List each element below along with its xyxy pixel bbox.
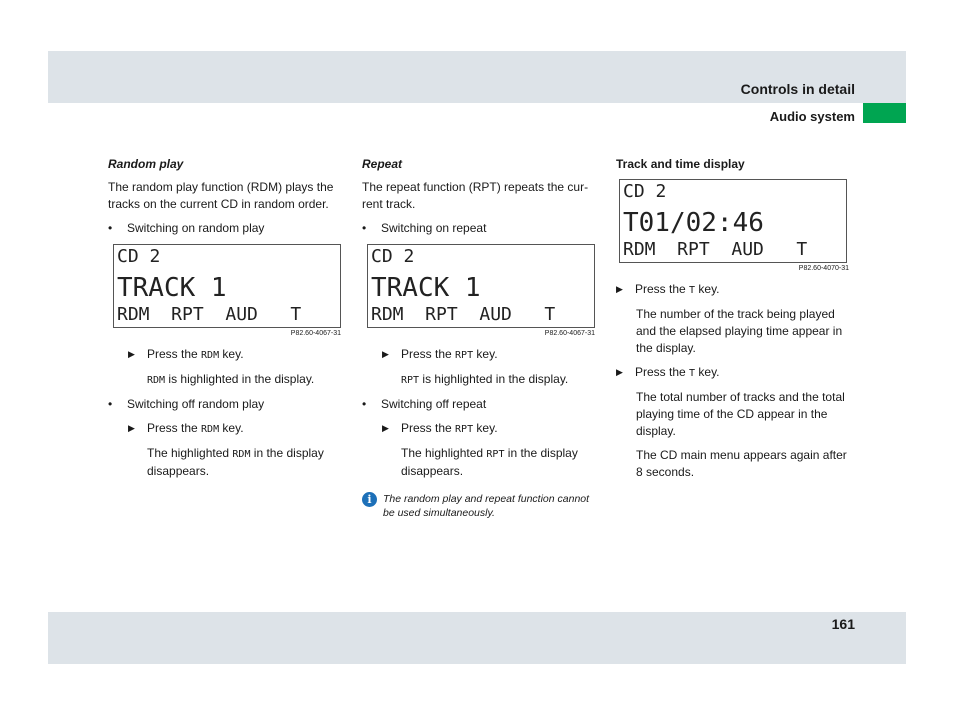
lcd-line-1: CD 2 [117,246,161,267]
step-text-pre: Press the [635,365,690,379]
lcd-line-3: RDM RPT AUD T [371,304,556,325]
lcd-line-2: TRACK 1 [371,273,481,303]
key-label: RDM [201,350,220,361]
step-arrow-icon: ▶ [382,423,389,433]
step-text-post: key. [219,347,244,361]
info-note [362,492,602,520]
result-text-pre: The highlighted [401,446,487,460]
bullet-item [108,220,348,237]
repeat-intro: The repeat function (RPT) repeats the cur-rent track. [362,180,589,211]
key-label: T [689,368,696,379]
bullet-dot-icon: • [362,221,367,235]
page-number: 161 [831,616,855,632]
bullet-dot-icon: • [362,397,367,411]
figure-caption: P82.60-4070-31 [798,265,849,272]
step-item [616,281,856,299]
key-label: T [689,285,696,296]
info-icon: i [362,492,377,507]
step-text-post: key. [473,347,498,361]
step-arrow-icon: ▶ [382,349,389,359]
lcd-line-3: RDM RPT AUD T [623,239,808,260]
key-label: RDM [201,424,220,435]
step-result: The number of the track being played and the elapsed playing time appear in the display. [636,307,843,355]
step-text-post: key. [473,421,498,435]
step-item [382,420,602,438]
step-text-pre: Press the [635,282,690,296]
key-label: RPT [455,424,474,435]
lcd-display [367,244,595,328]
bullet-text: Switching off repeat [381,397,487,411]
result-text: is highlighted in the display. [165,372,315,386]
column-random-play [108,156,348,487]
info-note-text: The random play and repeat function cannot be used simultaneously. [383,493,590,519]
footer-band [48,612,906,664]
lcd-display [619,179,847,263]
chapter-title: Controls in detail [740,81,855,97]
lcd-line-2: TRACK 1 [117,273,227,303]
bullet-text: Switching on random play [127,221,265,235]
step-arrow-icon: ▶ [128,349,135,359]
track-time-heading: Track and time display [616,157,745,171]
step-arrow-icon: ▶ [616,284,623,294]
step-text-post: key. [695,365,720,379]
result-text: in the display disappears. [147,446,324,478]
step-text [147,346,244,364]
step-result [401,371,602,389]
step-text [635,281,720,299]
bullet-item [362,396,602,413]
key-label: RPT [455,350,474,361]
result-text-pre: The highlighted [147,446,233,460]
lcd-line-2: T01/02:46 [623,208,764,238]
bullet-dot-icon: • [108,397,113,411]
step-text [401,420,498,438]
step-text-post: key. [695,282,720,296]
lcd-line-3: RDM RPT AUD T [117,304,302,325]
step-arrow-icon: ▶ [616,367,623,377]
bullet-item [108,396,348,413]
step-text-pre: Press the [401,421,456,435]
random-play-intro: The random play function (RDM) plays the tracks on the current CD in random order. [108,180,334,211]
step-result [147,445,348,480]
figure-caption: P82.60-4067-31 [544,330,595,337]
key-label: RDM [232,449,251,460]
key-label: RPT [486,449,505,460]
column-track-time [616,156,856,488]
step-text [147,420,244,438]
step-result [147,371,348,389]
column-repeat [362,156,602,520]
step-text [635,364,720,382]
step-arrow-icon: ▶ [128,423,135,433]
section-tab-marker [863,103,906,123]
result-text: is highlighted in the display. [419,372,569,386]
lcd-line-1: CD 2 [623,181,667,202]
repeat-heading: Repeat [362,157,403,171]
step-item [128,346,348,364]
step-item [382,346,602,364]
bullet-text: Switching off random play [127,397,265,411]
random-play-heading: Random play [108,157,184,171]
step-text-pre: Press the [147,421,202,435]
figure-caption: P82.60-4067-31 [290,330,341,337]
bullet-text: Switching on repeat [381,221,487,235]
step-result [401,445,602,480]
bullet-item [362,220,602,237]
step-item [128,420,348,438]
key-label: RPT [401,375,420,386]
step-result: The CD main menu appears again after 8 seconds. [636,448,847,479]
step-text-post: key. [219,421,244,435]
lcd-display [113,244,341,328]
step-text-pre: Press the [401,347,456,361]
step-text [401,346,498,364]
section-title: Audio system [769,109,855,124]
key-label: RDM [147,375,166,386]
bullet-dot-icon: • [108,221,113,235]
step-item [616,364,856,382]
result-text: in the display disappears. [401,446,578,478]
lcd-line-1: CD 2 [371,246,415,267]
step-text-pre: Press the [147,347,202,361]
step-result: The total number of tracks and the total playing time of the CD appear in the display. [636,390,845,438]
